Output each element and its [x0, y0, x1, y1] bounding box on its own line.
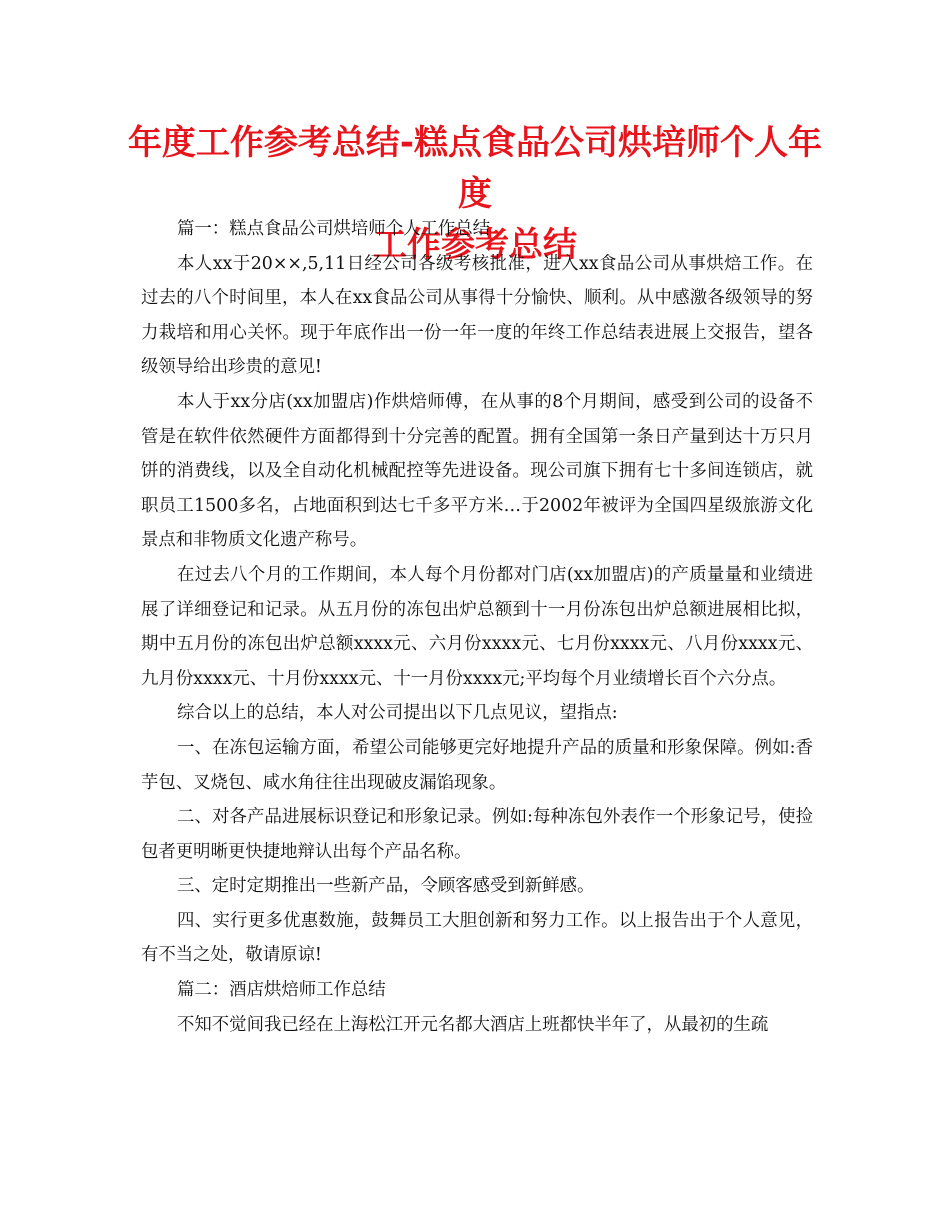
paragraph-intro: 本人xx于20××,5,11日经公司各级考核批准，进入xx食品公司从事烘焙工作。在过去的八个时间里，本人在xx食品公司从事得十分愉快、顺利。从中感激各级领导的努力栽培和用心关怀。现于年底作出一份一年一度的年终工作总结表进展上交报告，望各级领导给出珍贵的意见! — [141, 253, 813, 378]
suggestion-1: 一、在冻包运输方面，希望公司能够更完好地提升产品的质量和形象保障。例如:香芋包、叉烧包、咸水角往往出现破皮漏馅现象。 — [141, 737, 813, 793]
paragraph-hotel-intro: 不知不觉间我已经在上海松江开元名都大酒店上班都快半年了，从最初的生疏 — [177, 1014, 769, 1035]
section-heading-1: 篇一：糕点食品公司烘培师个人工作总结 — [177, 219, 491, 239]
document-body — [141, 212, 813, 1042]
title-line-1: 年度工作参考总结-糕点食品公司烘培师个人年度 — [127, 123, 823, 214]
paragraph-performance: 在过去八个月的工作期间，本人每个月份都对门店(xx加盟店)的产质量量和业绩进展了详细登记和记录。从五月份的冻包出炉总额到十一月份冻包出炉总额进展相比拟，期中五月份的冻包出炉总额xxxx元、六月份xxxx元、七月份xxxx元、八月份xxxx元、九月份xxxx元、十月份xxxx元、十一月份xxxx元;平均每个月业绩增长百个六分点。 — [141, 564, 813, 689]
title-line-2: 工作参考总结 — [373, 225, 577, 265]
paragraph-suggestions-lead: 综合以上的总结，本人对公司提出以下几点见议，望指点: — [177, 703, 618, 724]
suggestion-4: 四、实行更多优惠数施，鼓舞员工大胆创新和努力工作。以上报告出于个人意见，有不当之处，敬请原谅! — [141, 910, 813, 966]
paragraph-company: 本人于xx分店(xx加盟店)作烘焙师傅，在从事的8个月期间，感受到公司的设备不管是在软件依然硬件方面都得到十分完善的配置。拥有全国第一条日产量到达十万只月饼的消费线，以及全自动化机械配控等先进设备。现公司旗下拥有七十多间连锁店，就职员工1500多名，占地面积到达七千多平方米…于2002年被评为全国四星级旅游文化景点和非物质文化遗产称号。 — [141, 391, 813, 551]
suggestion-2: 二、对各产品进展标识登记和形象记录。例如:每种冻包外表作一个形象记号，使捡包者更明晰更快捷地辩认出每个产品名称。 — [141, 807, 813, 862]
suggestion-3: 三、定时定期推出一些新产品，令顾客感受到新鲜感。 — [177, 876, 595, 897]
section-heading-2: 篇二：酒店烘焙师工作总结 — [177, 980, 386, 1001]
